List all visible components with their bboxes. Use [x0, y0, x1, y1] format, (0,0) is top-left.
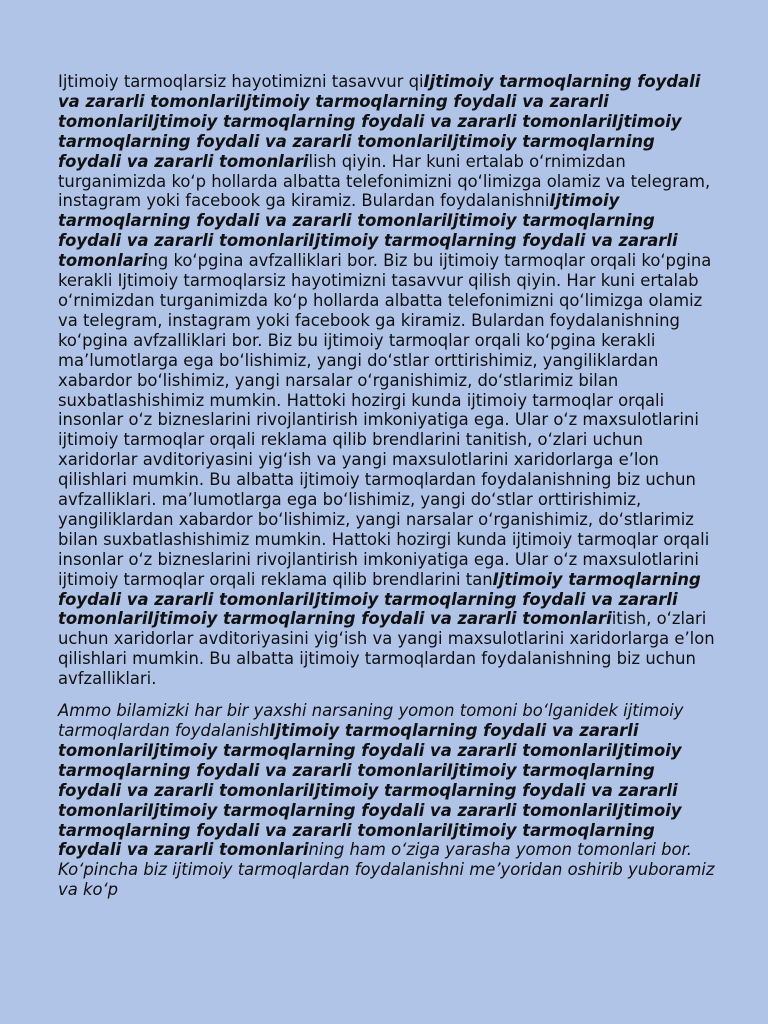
paragraph-text: Ijtimoiy tarmoqlarsiz hayotimizni tasavvur qi [58, 72, 424, 91]
document-page [58, 72, 722, 900]
highlighted-title-repeat: Ijtimoiy tarmoqlarning foydali va zararli tomonlariIjtimoiy tarmoqlarning foydali va zararli tomonlariIjtimoiy tarmoqlarning foydali va zararli tomonlari [58, 191, 678, 271]
paragraph-benefits [58, 72, 722, 689]
paragraph-text: lish qiyin. Har kuni ertalab o‘rnimizdan turganimizda ko‘p hollarda albatta telefonimizni qo‘limizga olamiz va telegram, instagram yoki facebook ga kiramiz. Bulardan foydalanishni [58, 151, 711, 211]
highlighted-title-repeat: Ijtimoiy tarmoqlarning foydali va zararli tomonlariIjtimoiy tarmoqlarning foydali va zararli tomonlariIjtimoiy tarmoqlarning foydali va zararli tomonlari [58, 569, 701, 629]
paragraph-text: itish, o‘zlari uchun xaridorlar avditoriyasini yig‘ish va yangi maxsulotlarini xaridorlarga e’lon qilishlari mumkin. Bu albatta ijtimoiy tarmoqlardan foydalanishning biz uchun avfzalliklari. [58, 609, 715, 689]
paragraph-drawbacks [58, 701, 722, 900]
paragraph-text: Ammo bilamizki har bir yaxshi narsaning yomon tomoni bo‘lganidek ijtimoiy tarmoqlardan foydalanish [58, 701, 684, 740]
highlighted-title-repeat: Ijtimoiy tarmoqlarning foydali va zararli tomonlariIjtimoiy tarmoqlarning foydali va zararli tomonlariIjtimoiy tarmoqlarning foydali va zararli tomonlariIjtimoiy tarmoqlarning foydali va zararli tomonlariIjtimoiy tarmoqlarning foydali va zararli tomonlari [58, 72, 701, 171]
paragraph-text: ning ham o‘ziga yarasha yomon tomonlari bor. Ko‘pincha biz ijtimoiy tarmoqlardan foydalanishni me’yoridan oshirib yuboramiz va ko‘p [58, 840, 715, 900]
highlighted-title-repeat: Ijtimoiy tarmoqlarning foydali va zararli tomonlariIjtimoiy tarmoqlarning foydali va zararli tomonlariIjtimoiy tarmoqlarning foydali va zararli tomonlariIjtimoiy tarmoqlarning foydali va zararli tomonlariIjtimoiy tarmoqlarning foydali va zararli tomonlariIjtimoiy tarmoqlarning foydali va zararli tomonlariIjtimoiy tarmoqlarning foydali va zararli tomonlariIjtimoiy tarmoqlarning foydali va zararli tomonlari [58, 721, 682, 860]
paragraph-text: ng ko‘pgina avfzalliklari bor. Biz bu ijtimoiy tarmoqlar orqali ko‘pgina kerakli Ijtimoiy tarmoqlarsiz hayotimizni tasavvur qilish qiyin. Har kuni ertalab o‘rnimizdan turganimizda ko‘p hollarda albatta telefonimizni qo‘limizga olamiz va telegram, instagram yoki facebook ga kiramiz. Bulardan foydalanishning ko‘pgina avfzalliklari bor. Biz bu ijtimoiy tarmoqlar orqali ko‘pgina kerakli ma’lumotlarga ega bo‘lishimiz, yangi do‘stlar orttirishimiz, yangiliklardan xabardor bo‘lishimiz, yangi narsalar o‘rganishimiz, do‘stlarimiz bilan suxbatlashishimiz mumkin. Hattoki hozirgi kunda ijtimoiy tarmoqlar orqali insonlar o‘z bizneslarini rivojlantirish imkoniyatiga ega. Ular o‘z maxsulotlarini ijtimoiy tarmoqlar orqali reklama qilib brendlarini tanitish, o‘zlari uchun xaridorlar avditoriyasini yig‘ish va yangi maxsulotlarini xaridorlarga e’lon qilishlari mumkin. Bu albatta ijtimoiy tarmoqlardan foydalanishning biz uchun avfzalliklari. ma’lumotlarga ega bo‘lishimiz, yangi do‘stlar orttirishimiz, yangiliklardan xabardor bo‘lishimiz, yangi narsalar o‘rganishimiz, do‘stlarimiz bilan suxbatlashishimiz mumkin. Hattoki hozirgi kunda ijtimoiy tarmoqlar orqali insonlar o‘z bizneslarini rivojlantirish imkoniyatiga ega. Ular o‘z maxsulotlarini ijtimoiy tarmoqlar orqali reklama qilib brendlarini tan [58, 251, 712, 589]
